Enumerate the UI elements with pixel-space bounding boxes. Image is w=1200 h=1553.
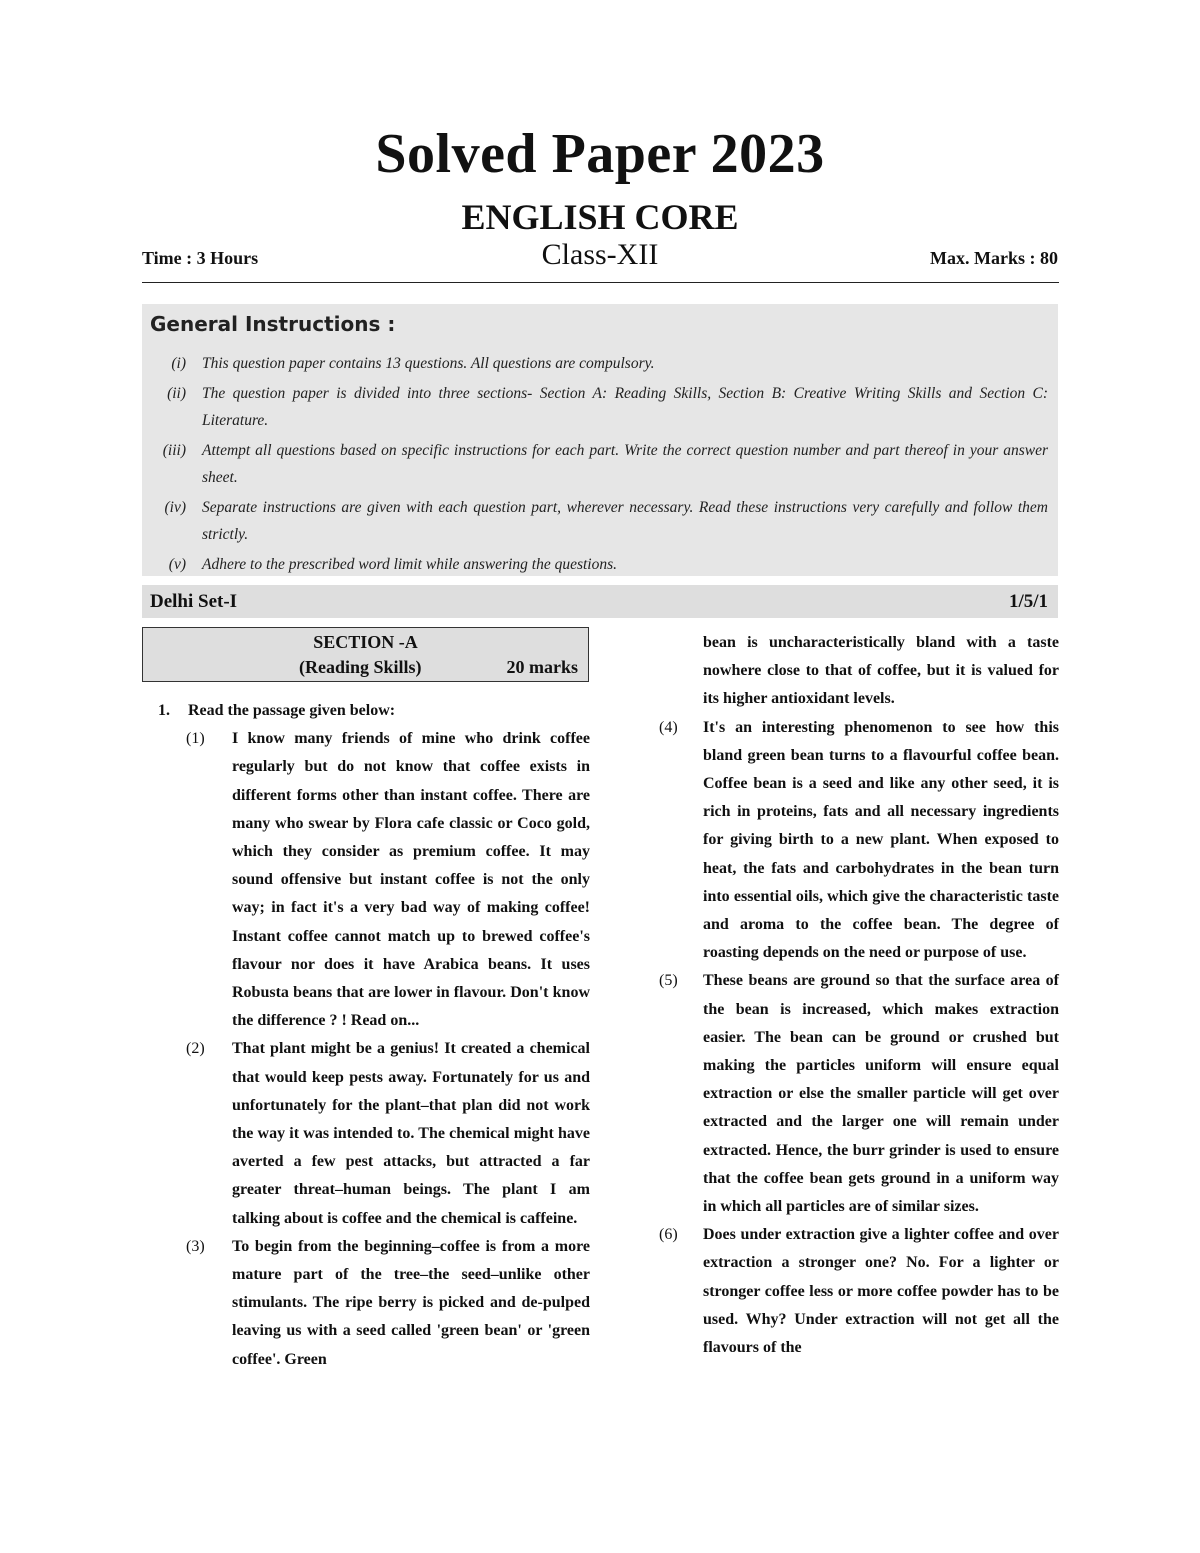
instruction-text: Attempt all questions based on specific instructions for each part. Write the correct question number and part thereof in your answer sheet. xyxy=(202,442,1048,486)
paragraph-number: (6) xyxy=(659,1226,678,1244)
paragraph-number: (1) xyxy=(186,730,205,748)
general-instructions-box xyxy=(142,304,1058,576)
set-code: 1/5/1 xyxy=(1008,591,1048,612)
header-divider xyxy=(142,282,1059,283)
question-number: 1. xyxy=(158,702,170,719)
paragraph-number: (3) xyxy=(186,1237,205,1255)
passage-paragraph xyxy=(150,1035,590,1232)
paragraph-number: (5) xyxy=(659,972,678,990)
instruction-number: (ii) xyxy=(167,385,186,402)
instruction-text: Separate instructions are given with each question part, wherever necessary. Read these instructions very carefully and follow them strictly. xyxy=(202,499,1048,543)
question-heading xyxy=(150,697,590,725)
instruction-item xyxy=(142,494,1058,548)
paragraph-text: That plant might be a genius! It created a chemical that would keep pests away. Fortunately for us and unfortunately for the plant–that plan did not work the way it was intended to. The chemical might have averted a few pest attacks, but attracted a far greater threat–human beings. The plant I am talking about is coffee and the chemical is caffeine. xyxy=(232,1040,590,1227)
instruction-number: (i) xyxy=(171,355,186,372)
section-header-box xyxy=(142,627,589,682)
page-title: Solved Paper 2023 xyxy=(375,123,825,185)
instruction-item xyxy=(142,551,1058,578)
left-column xyxy=(150,697,590,1374)
set-name: Delhi Set-I xyxy=(150,591,238,612)
paragraph-text: Does under extraction give a lighter coffee and over extraction a stronger one? No. For a lighter or stronger coffee less or more coffee powder has to be used. Why? Under extraction will not get all the flavours of the xyxy=(703,1226,1059,1357)
paragraph-text: To begin from the beginning–coffee is from a more mature part of the tree–the seed–unlike other stimulants. The ripe berry is picked and de-pulped leaving us with a seed called 'green bean' or 'green coffee'. Green xyxy=(232,1237,590,1368)
section-subtitle: (Reading Skills) xyxy=(299,657,422,677)
passage-paragraph xyxy=(150,725,590,1035)
passage-paragraph xyxy=(655,967,1059,1221)
time-label: Time : 3 Hours xyxy=(142,248,259,268)
paragraph-text: It's an interesting phenomenon to see how this bland green bean turns to a flavourful coffee bean. Coffee bean is a seed and like any other seed, it is rich in proteins, fats and all necessary ingredients for giving birth to a new plant. When exposed to heat, the fats and carbohydrates in the bean turn into essential oils, which give the characteristic taste and aroma to the coffee bean. The degree of roasting depends on the need or purpose of use. xyxy=(703,718,1059,962)
instruction-number: (iii) xyxy=(162,442,186,459)
question-prompt: Read the passage given below: xyxy=(188,702,396,719)
paragraph-text: I know many friends of mine who drink coffee regularly but do not know that coffee exists in different forms other than instant coffee. There are many who swear by Flora cafe classic or Coco gold, which they consider as premium coffee. It may sound offensive but instant coffee is not the only way; in fact it's a very bad way of making coffee! Instant coffee cannot match up to brewed coffee's flavour nor does it have Arabica beans. It uses Robusta beans that are lower in flavour. Don't know the difference ? ! Read on... xyxy=(232,730,590,1030)
set-bar xyxy=(142,585,1058,618)
right-column xyxy=(655,629,1059,1362)
paragraph-number: (4) xyxy=(659,718,678,736)
instruction-text: Adhere to the prescribed word limit while answering the questions. xyxy=(202,556,618,573)
section-title: SECTION -A xyxy=(313,632,418,652)
section-marks: 20 marks xyxy=(506,657,578,677)
class-label: Class-XII xyxy=(541,238,659,271)
subject-title: ENGLISH CORE xyxy=(461,197,739,237)
passage-paragraph xyxy=(150,1233,590,1374)
instruction-item xyxy=(142,350,1058,377)
instruction-item xyxy=(142,380,1058,434)
instruction-number: (v) xyxy=(168,556,186,573)
instruction-text: The question paper is divided into three sections- Section A: Reading Skills, Section B: Creative Writing Skills and Section C: Literature. xyxy=(202,385,1048,429)
passage-paragraph xyxy=(655,1221,1059,1362)
max-marks-label: Max. Marks : 80 xyxy=(930,248,1058,268)
passage-paragraph-continued: bean is uncharacteristically bland with a taste nowhere close to that of coffee, but it is valued for its higher antioxidant levels. xyxy=(703,634,1059,708)
paragraph-text: These beans are ground so that the surface area of the bean is increased, which makes extraction easier. The bean can be ground or crushed but making the particles uniform will ensure equal extraction or else the smaller particle will get over extracted and the larger one will remain under extracted. Hence, the burr grinder is used to ensure that the coffee bean gets ground in a uniform way in which all particles are of similar sizes. xyxy=(703,972,1059,1216)
instruction-item xyxy=(142,437,1058,491)
instructions-heading: General Instructions : xyxy=(150,312,396,336)
instructions-list xyxy=(142,350,1058,581)
paragraph-number: (2) xyxy=(186,1040,205,1058)
instruction-number: (iv) xyxy=(164,499,186,516)
passage-paragraph xyxy=(655,714,1059,968)
instruction-text: This question paper contains 13 questions. All questions are compulsory. xyxy=(202,355,655,372)
